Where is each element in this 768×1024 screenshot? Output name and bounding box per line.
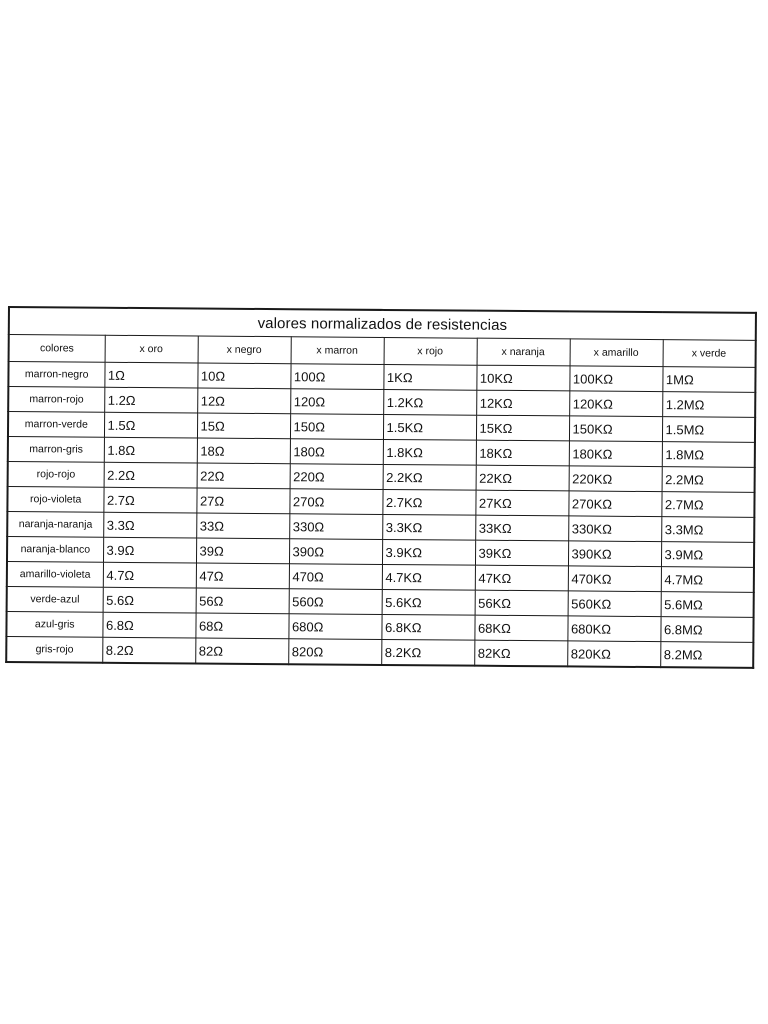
resistance-value-cell: 6.8Ω (102, 612, 195, 638)
color-bands-cell: azul-gris (6, 611, 102, 637)
resistance-value-cell: 1.5MΩ (662, 417, 755, 443)
color-bands-cell: marron-verde (8, 412, 104, 438)
color-bands-cell: gris-rojo (6, 636, 102, 662)
resistance-value-cell: 4.7MΩ (661, 567, 754, 593)
resistance-value-cell: 2.2KΩ (383, 464, 476, 490)
resistance-value-cell: 4.7KΩ (382, 564, 475, 590)
color-bands-cell: rojo-violeta (7, 487, 103, 513)
resistance-value-cell: 100KΩ (569, 366, 662, 392)
table-title: valores normalizados de resistencias (9, 307, 756, 340)
resistance-value-cell: 390KΩ (568, 541, 661, 567)
resistance-value-cell: 1.2Ω (104, 387, 197, 413)
column-header-colores: colores (9, 335, 105, 363)
resistance-value-cell: 3.3KΩ (382, 514, 475, 540)
resistance-value-cell: 3.3MΩ (661, 517, 754, 543)
resistance-value-cell: 3.9KΩ (382, 539, 475, 565)
resistance-value-cell: 560KΩ (568, 591, 661, 617)
resistance-value-cell: 39Ω (196, 538, 289, 564)
color-bands-cell: marron-negro (8, 362, 104, 388)
resistance-value-cell: 150KΩ (569, 416, 662, 442)
resistance-value-cell: 330Ω (289, 514, 382, 540)
resistance-value-cell: 2.7Ω (103, 487, 196, 513)
resistance-value-cell: 1Ω (104, 362, 197, 388)
column-header-multiplier: x negro (198, 336, 291, 364)
resistance-value-cell: 1.5Ω (104, 412, 197, 438)
resistance-value-cell: 33KΩ (475, 515, 568, 541)
resistance-value-cell: 5.6MΩ (661, 592, 754, 618)
resistance-value-cell: 6.8KΩ (381, 614, 474, 640)
resistance-value-cell: 390Ω (289, 539, 382, 565)
color-bands-cell: naranja-blanco (7, 537, 103, 563)
resistance-value-cell: 8.2MΩ (660, 642, 753, 668)
resistance-value-cell: 470Ω (289, 564, 382, 590)
resistance-value-cell: 5.6Ω (103, 587, 196, 613)
resistance-value-cell: 22Ω (197, 463, 290, 489)
resistance-value-cell: 33Ω (196, 513, 289, 539)
resistance-value-cell: 68KΩ (474, 615, 567, 641)
resistance-value-cell: 2.7MΩ (661, 492, 754, 518)
table-body (6, 362, 755, 668)
resistance-value-cell: 6.8MΩ (660, 617, 753, 643)
column-header-multiplier: x naranja (477, 338, 570, 366)
resistance-value-cell: 100Ω (290, 364, 383, 390)
color-bands-cell: marron-rojo (8, 387, 104, 413)
resistance-value-cell: 270Ω (289, 489, 382, 515)
column-header-multiplier: x rojo (384, 337, 477, 365)
resistance-value-cell: 1.8MΩ (662, 442, 755, 468)
resistance-value-cell: 47KΩ (475, 565, 568, 591)
resistance-value-cell: 120KΩ (569, 391, 662, 417)
resistance-value-cell: 68Ω (195, 613, 288, 639)
resistance-value-cell: 680KΩ (567, 616, 660, 642)
resistance-value-cell: 15Ω (197, 413, 290, 439)
resistance-value-cell: 56Ω (196, 588, 289, 614)
resistance-value-cell: 8.2KΩ (381, 639, 474, 665)
resistance-value-cell: 820Ω (288, 639, 381, 665)
resistance-value-cell: 180Ω (290, 439, 383, 465)
scanned-page (5, 306, 757, 669)
resistance-value-cell: 39KΩ (475, 540, 568, 566)
column-header-multiplier: x verde (663, 340, 756, 368)
column-header-multiplier: x amarillo (570, 339, 663, 367)
resistance-value-cell: 680Ω (288, 614, 381, 640)
resistance-value-cell: 1MΩ (662, 367, 755, 393)
resistance-value-cell: 12KΩ (476, 390, 569, 416)
resistance-value-cell: 220KΩ (569, 466, 662, 492)
resistance-value-cell: 10KΩ (476, 365, 569, 391)
resistance-value-cell: 180KΩ (569, 441, 662, 467)
resistance-value-cell: 1KΩ (383, 364, 476, 390)
resistance-value-cell: 1.8Ω (104, 437, 197, 463)
resistance-value-cell: 82Ω (195, 638, 288, 664)
resistance-value-cell: 3.9MΩ (661, 542, 754, 568)
color-bands-cell: rojo-rojo (8, 462, 104, 488)
resistance-value-cell: 4.7Ω (103, 562, 196, 588)
resistance-value-cell: 1.8KΩ (383, 439, 476, 465)
resistance-value-cell: 12Ω (197, 388, 290, 414)
column-header-multiplier: x marron (291, 337, 384, 365)
resistance-value-cell: 15KΩ (476, 415, 569, 441)
resistance-value-cell: 5.6KΩ (382, 589, 475, 615)
resistance-value-cell: 560Ω (289, 589, 382, 615)
color-bands-cell: verde-azul (7, 586, 103, 612)
resistance-value-cell: 330KΩ (568, 516, 661, 542)
resistance-value-cell: 82KΩ (474, 640, 567, 666)
resistance-value-cell: 8.2Ω (102, 637, 195, 663)
resistance-value-cell: 3.3Ω (103, 512, 196, 538)
resistance-value-cell: 1.2KΩ (383, 389, 476, 415)
color-bands-cell: marron-gris (8, 437, 104, 463)
resistance-value-cell: 27Ω (196, 488, 289, 514)
table-row (6, 636, 753, 667)
column-header-multiplier: x oro (105, 335, 198, 363)
resistance-value-cell: 1.2MΩ (662, 392, 755, 418)
resistance-value-cell: 270KΩ (568, 491, 661, 517)
resistance-value-cell: 47Ω (196, 563, 289, 589)
resistance-value-cell: 1.5KΩ (383, 414, 476, 440)
resistance-value-cell: 18Ω (197, 438, 290, 464)
resistance-value-cell: 56KΩ (475, 590, 568, 616)
resistance-value-cell: 220Ω (290, 464, 383, 490)
resistor-values-table (5, 306, 757, 669)
resistance-value-cell: 2.2Ω (104, 462, 197, 488)
resistance-value-cell: 2.2MΩ (662, 467, 755, 493)
resistance-value-cell: 22KΩ (476, 465, 569, 491)
color-bands-cell: naranja-naranja (7, 512, 103, 538)
resistance-value-cell: 2.7KΩ (382, 489, 475, 515)
color-bands-cell: amarillo-violeta (7, 562, 103, 588)
resistance-value-cell: 27KΩ (475, 490, 568, 516)
resistance-value-cell: 3.9Ω (103, 537, 196, 563)
resistance-value-cell: 150Ω (290, 414, 383, 440)
resistance-value-cell: 120Ω (290, 389, 383, 415)
resistance-value-cell: 820KΩ (567, 641, 660, 667)
resistance-value-cell: 10Ω (197, 363, 290, 389)
resistance-value-cell: 18KΩ (476, 440, 569, 466)
resistance-value-cell: 470KΩ (568, 566, 661, 592)
